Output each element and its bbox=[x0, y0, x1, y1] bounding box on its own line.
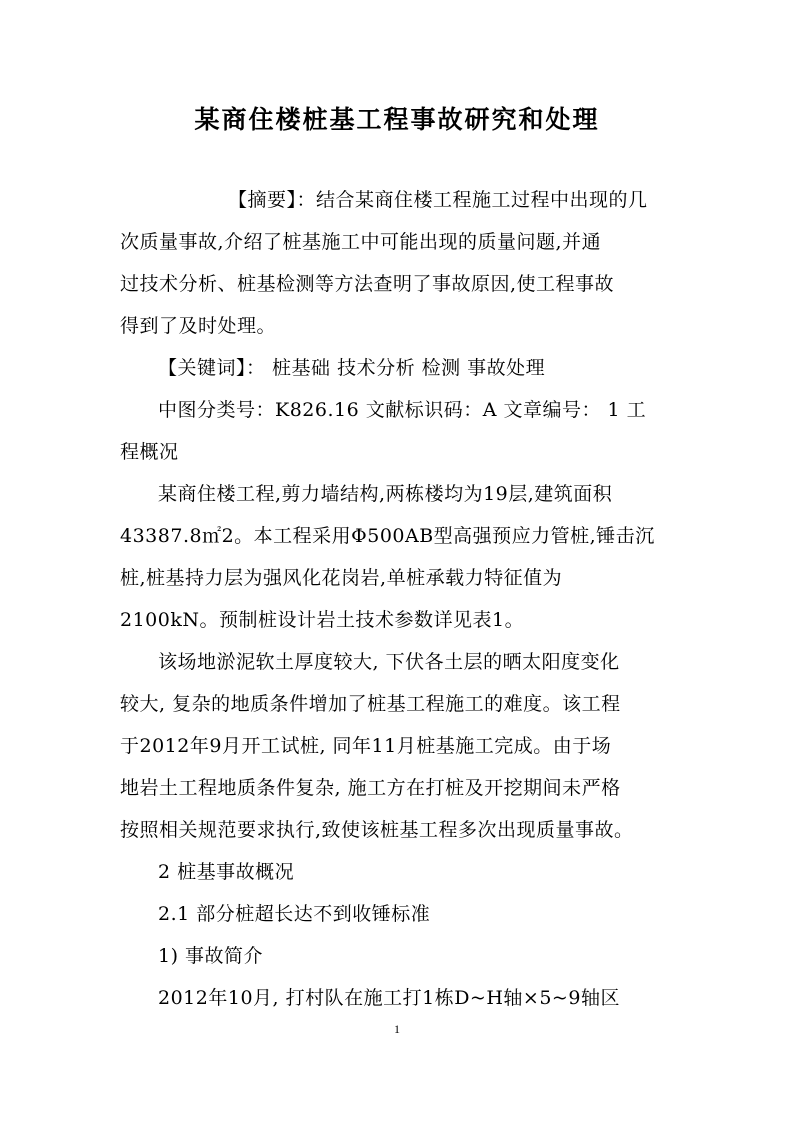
section-heading-2-1: 2.1 部分桩超长达不到收锤标准 bbox=[158, 903, 431, 925]
page-title: 某商住楼桩基工程事故研究和处理 bbox=[194, 105, 600, 134]
paragraph-1-line-3: 桩,桩基持力层为强风化花岗岩,单桩承载力特征值为 bbox=[120, 567, 563, 589]
paragraph-2-line-5: 按照相关规范要求执行,致使该桩基工程多次出现质量事故。 bbox=[120, 819, 634, 841]
abstract-line-1: 【摘要】：结合某商住楼工程施工过程中出现的几 bbox=[228, 189, 648, 211]
abstract-line-4: 得到了及时处理。 bbox=[120, 315, 277, 337]
abstract-line-2: 次质量事故,介绍了桩基施工中可能出现的质量问题,并通 bbox=[120, 231, 602, 253]
paragraph-3-line-1: 2012年10月, 打村队在施工打1栋D~H轴×5~9轴区 bbox=[158, 987, 620, 1009]
keywords-line: 【关键词】： 桩基础 技术分析 检测 事故处理 bbox=[158, 357, 546, 379]
section-heading-overview: 程概况 bbox=[120, 441, 179, 463]
paragraph-1-line-1: 某商住楼工程,剪力墙结构,两栋楼均为19层,建筑面积 bbox=[158, 483, 613, 505]
paragraph-2-line-2: 较大, 复杂的地质条件增加了桩基工程施工的难度。该工程 bbox=[120, 693, 621, 715]
subheading-incident-summary: 1) 事故简介 bbox=[158, 945, 264, 967]
section-heading-2: 2 桩基事故概况 bbox=[158, 861, 295, 883]
page-number: 1 bbox=[394, 1022, 400, 1036]
paragraph-1-line-2: 43387.8㎡2。本工程采用Φ500AB型高强预应力管桩,锤击沉 bbox=[120, 525, 655, 547]
paragraph-2-line-3: 于2012年9月开工试桩, 同年11月桩基施工完成。由于场 bbox=[120, 735, 612, 757]
paragraph-1-line-4: 2100kN。预制桩设计岩土技术参数详见表1。 bbox=[120, 609, 525, 631]
abstract-line-3: 过技术分析、桩基检测等方法查明了事故原因,使工程事故 bbox=[120, 273, 615, 295]
paragraph-2-line-1: 该场地淤泥软土厚度较大, 下伏各土层的晒太阳度变化 bbox=[158, 651, 620, 673]
classification-line: 中图分类号：K826.16 文献标识码：A 文章编号： 1 工 bbox=[158, 399, 647, 421]
paragraph-2-line-4: 地岩土工程地质条件复杂, 施工方在打桩及开挖期间未严格 bbox=[120, 777, 621, 799]
